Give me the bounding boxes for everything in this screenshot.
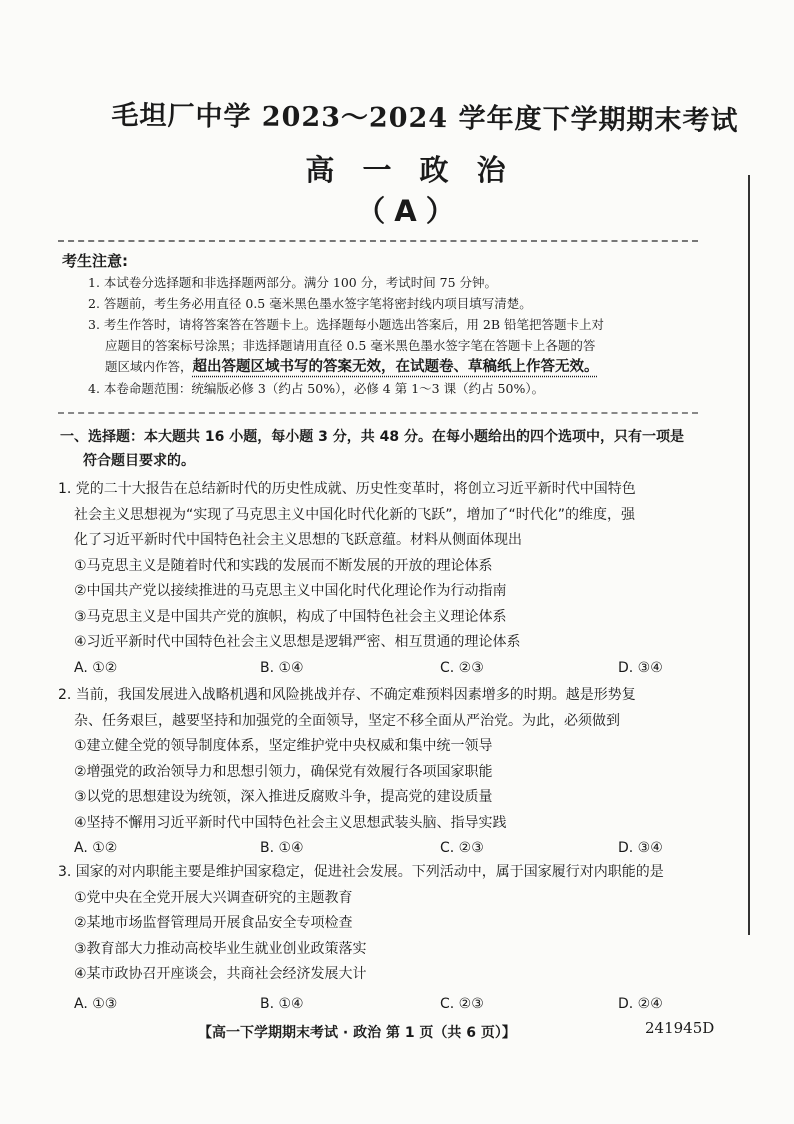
question-stem: 2. 当前，我国发展进入战略机遇和风险挑战并存、不确定难预料因素增多的时期。越是形势复 xyxy=(58,687,636,703)
option-c[interactable]: C. ②③ xyxy=(440,840,484,856)
exam-title: 毛坦厂中学 2023～2024 学年度下学期期末考试 xyxy=(111,100,739,137)
option-d[interactable]: D. ②④ xyxy=(618,995,663,1012)
question-1 xyxy=(58,477,728,682)
divider-bottom xyxy=(58,412,698,414)
statement: ④某市政协召开座谈会，共商社会经济发展大计 xyxy=(74,966,367,982)
statement: ②增强党的政治领导力和思想引领力，确保党有效履行各项国家职能 xyxy=(74,763,493,780)
statement: ③教育部大力推动高校毕业生就业创业政策落实 xyxy=(74,940,367,957)
notice-text: 题区域内作答， xyxy=(105,359,193,374)
question-2 xyxy=(58,683,728,862)
statement: ①党中央在全党开展大兴调查研究的主题教育 xyxy=(74,889,353,906)
statement: ④坚持不懈用习近平新时代中国特色社会主义思想武装头脑、指导实践 xyxy=(74,814,507,831)
notice-emphasis: 超出答题区域书写的答案无效，在试题卷、草稿纸上作答无效。 xyxy=(192,359,599,375)
option-b[interactable]: B. ①④ xyxy=(260,995,304,1012)
statement: ②中国共产党以接续推进的马克思主义中国化时代化理论作为行动指南 xyxy=(74,583,507,599)
notice-heading: 考生注意: xyxy=(62,252,128,270)
notice-item: 4. 本卷命题范围：统编版必修 3（约占 50%），必修 4 第 1～3 课（约占 50%）。 xyxy=(88,381,545,396)
exam-subtitle: 高 一 政 治（A） xyxy=(305,153,515,228)
question-stem: 1. 党的二十大报告在总结新时代的历史性成就、历史性变革时，将创立习近平新时代中国特色 xyxy=(58,481,636,497)
answer-options xyxy=(58,836,728,862)
option-a[interactable]: A. ①② xyxy=(74,659,118,676)
paper-code: 241945D xyxy=(645,1019,715,1037)
divider-top xyxy=(58,240,698,242)
section-line: 符合题目要求的。 xyxy=(83,453,195,469)
notice-item xyxy=(88,356,708,378)
statement: ③马克思主义是中国共产党的旗帜，构成了中国特色社会主义理论体系 xyxy=(74,608,507,625)
statement: ④习近平新时代中国特色社会主义思想是逻辑严密、相互贯通的理论体系 xyxy=(74,634,521,650)
statement: ③以党的思想建设为统领，深入推进反腐败斗争，提高党的建设质量 xyxy=(74,789,493,805)
section-line: 一、选择题：本大题共 16 小题，每小题 3 分，共 48 分。在每小题给出的四个选项中，只有一项是 xyxy=(60,429,684,445)
question-stem: 社会主义思想视为“实现了马克思主义中国化时代化新的飞跃”，增加了“时代化”的维度，强 xyxy=(74,506,636,523)
notice-item: 应题目的答案标号涂黑；非选择题请用直径 0.5 毫米黑色墨水签字笔在答题卡上各题的答 xyxy=(105,338,596,353)
binding-line xyxy=(748,175,750,935)
statement: ②某地市场监督管理局开展食品安全专项检查 xyxy=(74,915,353,931)
question-stem: 3. 国家的对内职能主要是维护国家稳定，促进社会发展。下列活动中，属于国家履行对内职能的是 xyxy=(58,864,664,880)
statement: ①建立健全党的领导制度体系，坚定维护党中央权威和集中统一领导 xyxy=(74,738,493,754)
notice-item: 3. 考生作答时，请将答案答在答题卡上。选择题每小题选出答案后，用 2B 铅笔把答题卡上对 xyxy=(88,317,604,332)
question-stem: 杂、任务艰巨，越要坚持和加强党的全面领导，坚定不移全面从严治党。为此，必须做到 xyxy=(74,712,620,729)
option-c[interactable]: C. ②③ xyxy=(440,659,484,676)
option-b[interactable]: B. ①④ xyxy=(260,840,304,856)
section-heading xyxy=(60,425,720,473)
notice-item: 2. 答题前，考生务必用直径 0.5 毫米黑色墨水签字笔将密封线内项目填写清楚。 xyxy=(88,296,532,311)
question-3 xyxy=(58,860,728,1014)
notice-block xyxy=(88,272,708,399)
question-stem: 化了习近平新时代中国特色社会主义思想的飞跃意蕴。材料从侧面体现出 xyxy=(74,532,522,548)
option-a[interactable]: A. ①③ xyxy=(74,995,118,1012)
notice-item: 1. 本试卷分选择题和非选择题两部分。满分 100 分，考试时间 75 分钟。 xyxy=(88,275,498,290)
option-c[interactable]: C. ②③ xyxy=(440,995,484,1012)
option-a[interactable]: A. ①② xyxy=(74,840,118,856)
page-footer: 【高一下学期期末考试 · 政治 第 1 页（共 6 页）】 xyxy=(198,1025,516,1041)
answer-options xyxy=(58,656,728,682)
option-b[interactable]: B. ①④ xyxy=(260,659,304,676)
answer-options xyxy=(58,992,728,1018)
option-d[interactable]: D. ③④ xyxy=(618,659,663,676)
option-d[interactable]: D. ③④ xyxy=(618,840,663,856)
statement: ①马克思主义是随着时代和实践的发展而不断发展的开放的理论体系 xyxy=(74,557,493,574)
